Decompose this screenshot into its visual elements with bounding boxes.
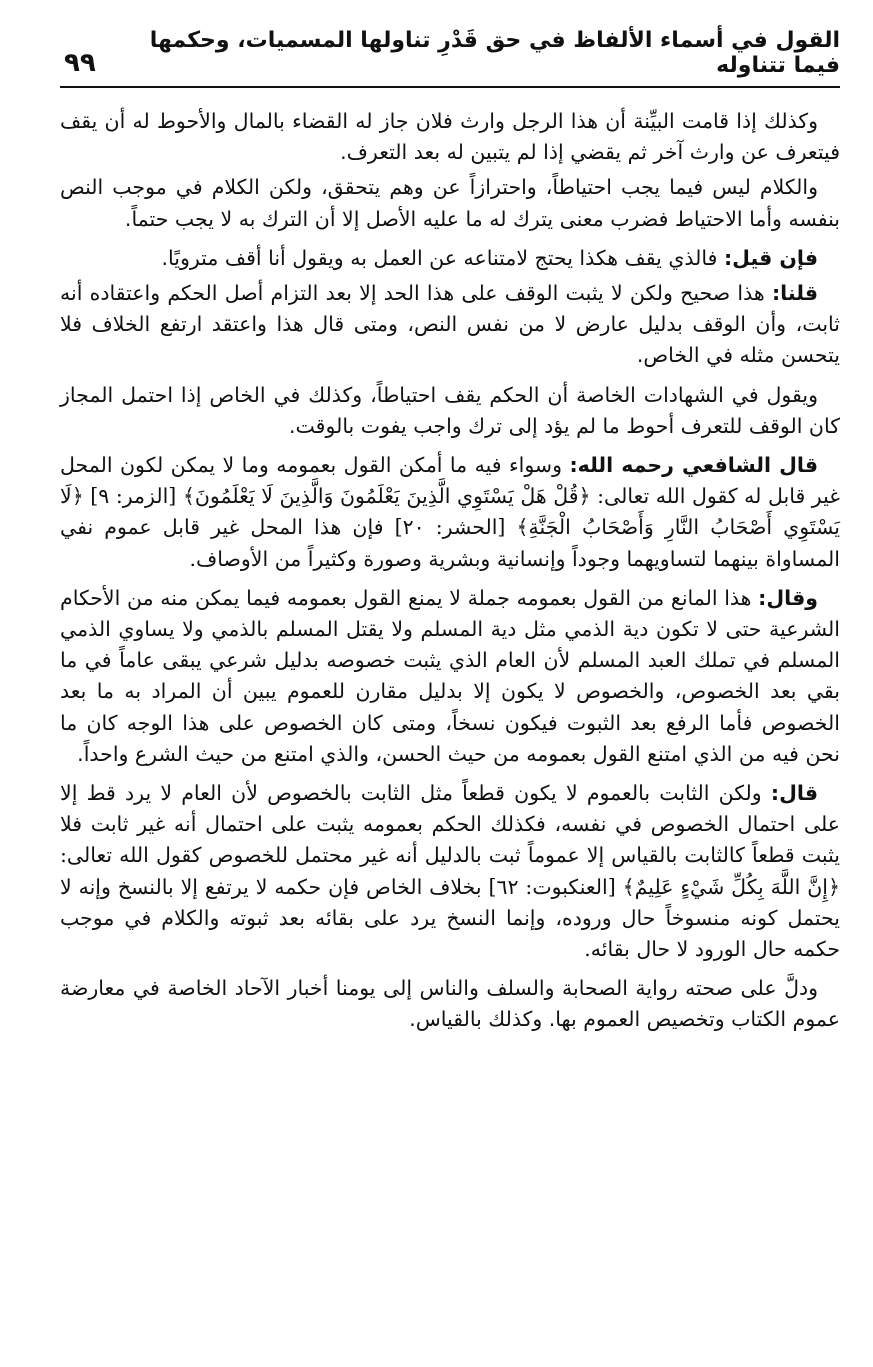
paragraph-text: هذا صحيح ولكن لا يثبت الوقف على هذا الحد إلا بعد التزام أصل الحكم واعتقاده أنه ثابت، وأن الوقف بدليل عارض لا من نفس النص، ومتى قال هذا واعتقد ارتفع الخلاف فلا يتحسن مثله في الخاص. bbox=[60, 281, 840, 368]
page-body bbox=[60, 106, 840, 1036]
paragraph-1 bbox=[60, 106, 840, 168]
running-header bbox=[60, 28, 840, 88]
paragraph-text: وسواء فيه ما أمكن القول بعمومه وما لا يمكن لكون المحل غير قابل له كقول الله تعالى: ﴿قُلْ هَلْ يَسْتَوِي الَّذِينَ يَعْلَمُونَ وَالَّذِينَ لَا يَعْلَمُونَ﴾ [الزمر: ٩] ﴿لَا يَسْتَوِي أَصْحَابُ النَّارِ وَأَصْحَابُ الْجَنَّةِ﴾ [الحشر: ٢٠] فإن هذا المحل غير قابل عموم نفي المساواة بينهما لتساويهما وجوداً وإنسانية وبشرية وصورة وكثيراً من الأوصاف. bbox=[60, 453, 841, 571]
paragraph-text: ويقول في الشهادات الخاصة أن الحكم يقف احتياطاً، وكذلك في الخاص إذا احتمل المجاز كان الوقف للتعرف أحوط ما لم يؤد إلى ترك واجب يفوت بالوقت. bbox=[60, 382, 840, 438]
paragraph-text: هذا المانع من القول بعمومه جملة لا يمنع القول بعمومه فيما يمكن منه من الأحكام الشرعية حتى لا تكون دية الذمي مثل دية المسلم ولا يقتل المسلم بالذمي ولا يساوي الذمي المسلم في تملك العبد المسلم لأن العام الذي يثبت خصوصه بدليل شرعي يبقى عاماً في ما بقي بعد الخصوص، والخصوص لا يكون إلا بدليل مقارن للعموم يبين أن المراد به ما بعد الخصوص فأما الرفع بعد الثبوت فيكون نسخاً، ومتى كان الخصوص على هذا الوجه كان ما نحن فيه من الذي امتنع القول بعمومه من حيث الحسن، والذي امتنع من حيث الشرع واحداً. bbox=[60, 585, 840, 766]
paragraph-7 bbox=[60, 583, 840, 770]
paragraph-6 bbox=[60, 450, 840, 575]
paragraph-lead: فإن قيل: bbox=[723, 245, 818, 270]
paragraph-lead: قال: bbox=[770, 781, 818, 806]
paragraph-3 bbox=[60, 243, 840, 274]
paragraph-2 bbox=[60, 172, 840, 234]
page-number: ٩٩ bbox=[64, 48, 96, 78]
paragraph-text: ولكن الثابت بالعموم لا يكون قطعاً مثل الثابت بالخصوص لأن العام لا يرد قط إلا على احتمال الخصوص في نفسه، فكذلك الحكم بعمومه يثبت على احتمال أنه غير ثابت فلا يثبت قطعاً كالثابت بالقياس إلا عموماً ثبت بالدليل أنه غير محتمل للخصوص كقول الله تعالى: ﴿إِنَّ اللَّهَ بِكُلِّ شَيْءٍ عَلِيمٌ﴾ [العنكبوت: ٦٢] بخلاف الخاص فإن حكمه لا يرتفع إلا بالنسخ وإنه لا يحتمل كونه منسوخاً حال وروده، وإنما النسخ يرد على بقائه بعد ثبوته والكلام في موجب حكمه حال الورود لا حال بقائه. bbox=[60, 781, 840, 962]
paragraph-4 bbox=[60, 278, 840, 372]
paragraph-text: ودلَّ على صحته رواية الصحابة والسلف والناس إلى يومنا أخبار الآحاد الخاصة في معارضة عموم الكتاب وتخصيص العموم بها. وكذلك بالقياس. bbox=[60, 976, 840, 1032]
book-page bbox=[60, 28, 841, 1040]
paragraph-lead: قلنا: bbox=[771, 281, 818, 306]
paragraph-lead: قال الشافعي رحمه الله: bbox=[569, 453, 818, 478]
paragraph-text: فالذي يقف هكذا يحتج لامتناعه عن العمل به ويقول أنا أقف مترويًا. bbox=[161, 245, 724, 270]
running-title: القول في أسماء الألفاظ في حق قَدْرِ تناولها المسميات، وحكمها فيما تتناوله bbox=[149, 28, 840, 78]
paragraph-text: وكذلك إذا قامت البيِّنة أن هذا الرجل وارث فلان جاز له القضاء بالمال والأحوط له أن يقف فيتعرف عن وارث آخر ثم يقضي إذا لم يتبين له بعد التعرف. bbox=[60, 109, 840, 165]
paragraph-9 bbox=[60, 973, 840, 1035]
paragraph-8 bbox=[60, 778, 840, 965]
paragraph-text: والكلام ليس فيما يجب احتياطاً، واحترازاً عن وهم يتحقق، ولكن الكلام في موجب النص بنفسه وأما الاحتياط فضرب معنى يترك له ما عليه الأصل إلا أن الترك به لا يجب حتماً. bbox=[60, 175, 840, 231]
paragraph-5 bbox=[60, 380, 840, 442]
paragraph-lead: وقال: bbox=[758, 585, 818, 610]
